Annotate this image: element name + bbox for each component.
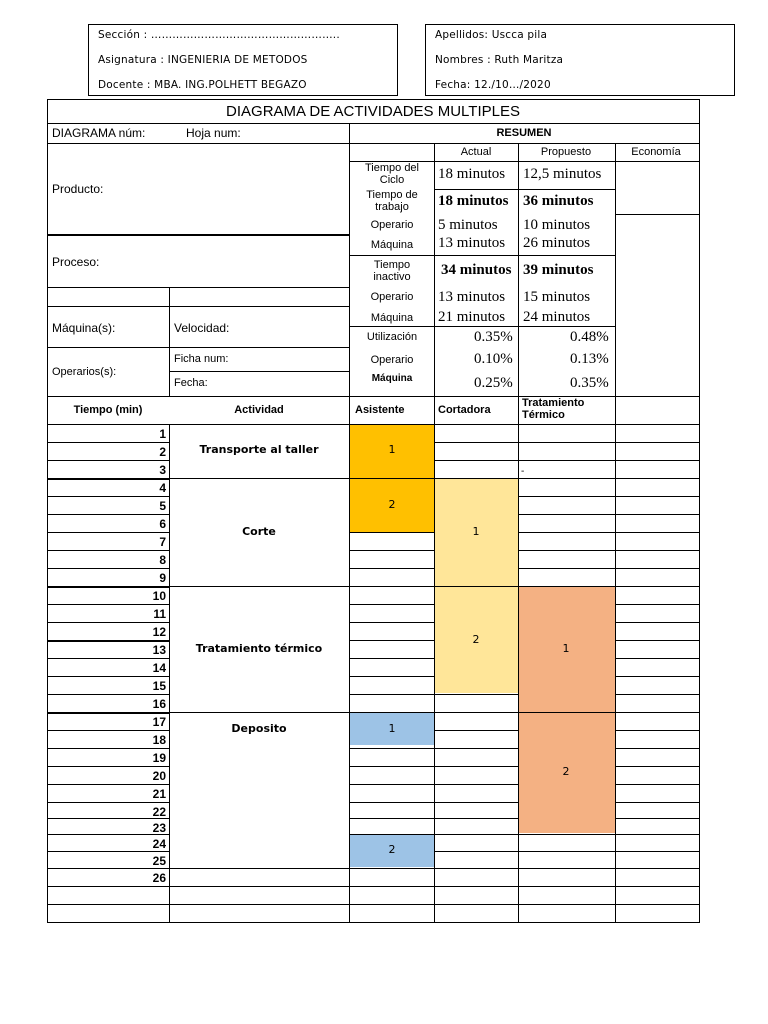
frame-bottom [47, 922, 700, 923]
activity-corte: Corte [242, 525, 276, 538]
utilizacion-actual: 0.35% [474, 329, 513, 345]
h-line [349, 586, 434, 587]
h-line [615, 214, 700, 215]
h-line [47, 904, 169, 905]
h-line [349, 550, 434, 551]
tiempo-inactivo-actual: 34 minutos [441, 262, 512, 278]
tratamiento-header-1: Tratamiento [522, 397, 585, 409]
h-line [615, 818, 700, 819]
h-line [349, 568, 434, 569]
h-line [47, 784, 169, 785]
tiempo-inactivo-label-2: inactivo [373, 271, 411, 283]
h-line [349, 694, 434, 695]
tiempo-min-header: Tiempo (min) [73, 404, 143, 416]
row-number: 2 [159, 445, 166, 459]
row-number: 18 [152, 733, 166, 747]
tiempo-ciclo-actual: 18 minutos [438, 166, 506, 182]
row-number: 10 [152, 589, 166, 603]
util-operario-label: Operario [370, 354, 414, 366]
h-line [434, 766, 518, 767]
h-line [349, 640, 434, 641]
h-line [47, 550, 169, 551]
h-line [434, 730, 518, 731]
h-line [518, 568, 615, 569]
row-number: 3 [159, 463, 166, 477]
v-line [615, 143, 616, 424]
activity-deposito: Deposito [231, 722, 287, 735]
frame-left [47, 99, 48, 923]
row-number: 17 [152, 715, 166, 729]
v-line [615, 424, 616, 922]
h-line [518, 550, 615, 551]
h-line [434, 868, 518, 869]
h-line [615, 851, 700, 852]
utilizacion-propuesto: 0.48% [570, 329, 609, 345]
h-line [47, 766, 169, 767]
h-line [615, 586, 700, 587]
h-line [47, 568, 169, 569]
trabajo-maquina-label: Máquina [370, 239, 414, 251]
util-maquina-propuesto: 0.35% [570, 375, 609, 391]
tiempo-inactivo-label-1: Tiempo [373, 259, 411, 271]
h-line [47, 868, 169, 869]
inactivo-operario-label: Operario [370, 291, 414, 303]
operarios-label: Operarios(s): [52, 366, 117, 378]
h-line [518, 532, 615, 533]
h-line [615, 766, 700, 767]
h-line [47, 347, 349, 348]
h-line [349, 622, 434, 623]
h-line [434, 712, 518, 713]
form-title: DIAGRAMA DE ACTIVIDADES MULTIPLES [226, 103, 520, 120]
row-number: 25 [152, 854, 166, 868]
row-number: 22 [152, 805, 166, 819]
h-line [169, 371, 349, 372]
h-line [615, 496, 700, 497]
h-line [349, 868, 434, 869]
row-number: 19 [152, 751, 166, 765]
h-line [615, 550, 700, 551]
asistente-header: Asistente [355, 404, 405, 416]
h-line [434, 851, 518, 852]
asistente-block-1-label: 1 [388, 443, 396, 456]
tratamiento-header-2: Térmico [522, 409, 565, 421]
h-line [615, 676, 700, 677]
h-line [47, 658, 169, 659]
h-line [434, 694, 518, 695]
h-line [47, 886, 169, 887]
activity-tratamiento-termico: Tratamiento térmico [195, 642, 323, 655]
deposito-block-2-label: 2 [388, 843, 396, 856]
h-line [615, 834, 700, 835]
h-line [518, 442, 615, 443]
h-line [434, 460, 518, 461]
actividad-header: Actividad [234, 404, 284, 416]
h-line [47, 460, 169, 461]
h-line [47, 514, 169, 515]
row-number: 14 [152, 661, 166, 675]
h-line [349, 834, 434, 835]
h-line [349, 784, 434, 785]
row-number: 8 [159, 553, 166, 567]
h-line [615, 886, 700, 887]
header-left-box [88, 24, 398, 96]
h-line [47, 802, 169, 803]
h-line [349, 712, 434, 713]
h-line [518, 460, 615, 461]
tiempo-ciclo-label-2: Ciclo [379, 174, 405, 186]
row-number: 7 [159, 535, 166, 549]
row-number: 15 [152, 679, 166, 693]
util-maquina-label: Máquina [371, 373, 413, 384]
h-line [615, 460, 700, 461]
fecha-label: Fecha: [174, 377, 208, 389]
h-line [615, 784, 700, 785]
h-line [518, 834, 615, 835]
h-line [47, 478, 169, 480]
util-operario-propuesto: 0.13% [570, 351, 609, 367]
h-line [434, 189, 615, 190]
h-line [434, 586, 518, 587]
fecha-header-line: Fecha: 12./10…/2020 [435, 79, 551, 91]
h-line [47, 622, 169, 623]
h-line [169, 586, 349, 587]
h-line [615, 712, 700, 713]
h-line [518, 712, 615, 713]
v-line [518, 143, 519, 424]
h-line [434, 442, 518, 443]
tratamiento-block-1-label: 1 [562, 642, 570, 655]
h-line [518, 478, 615, 479]
h-line [615, 478, 700, 479]
maquinas-label: Máquina(s): [52, 321, 116, 335]
h-line [615, 604, 700, 605]
v-line [169, 287, 170, 396]
h-line [47, 532, 169, 533]
h-line [169, 904, 349, 905]
asistente-block-2-label: 2 [388, 498, 396, 511]
h-line [518, 904, 615, 905]
activity-transporte: Transporte al taller [199, 443, 319, 456]
tiempo-ciclo-propuesto: 12,5 minutos [523, 166, 602, 182]
h-line [518, 514, 615, 515]
resumen-label: RESUMEN [496, 127, 552, 139]
proceso-label: Proceso: [52, 255, 100, 269]
tiempo-ciclo-label-1: Tiempo del [364, 162, 420, 174]
v-line [434, 424, 435, 922]
v-line [349, 424, 350, 922]
row-number: 4 [159, 481, 166, 495]
h-line [47, 123, 700, 124]
cortadora-header: Cortadora [438, 404, 491, 416]
util-maquina-actual: 0.25% [474, 375, 513, 391]
h-line [47, 287, 349, 288]
inactivo-operario-propuesto: 15 minutos [523, 289, 591, 305]
h-line [47, 396, 700, 397]
h-line [47, 694, 169, 695]
h-line [615, 568, 700, 569]
trabajo-operario-label: Operario [370, 219, 414, 231]
tiempo-inactivo-propuesto: 39 minutos [523, 262, 594, 278]
utilizacion-label: Utilización [366, 331, 418, 343]
h-line [47, 424, 700, 425]
h-line [349, 604, 434, 605]
velocidad-label: Velocidad: [174, 321, 230, 335]
col-economia-header: Economía [631, 146, 681, 158]
ficha-num-label: Ficha num: [174, 353, 229, 365]
h-line [349, 658, 434, 659]
col-actual-header: Actual [460, 146, 492, 158]
h-line [349, 255, 615, 256]
inactivo-maquina-propuesto: 24 minutos [523, 309, 591, 325]
cortadora-block-1-label: 1 [472, 525, 480, 538]
h-line [349, 326, 615, 327]
h-line [349, 478, 434, 479]
tratamiento-block-2-label: 2 [562, 765, 570, 778]
tiempo-trabajo-label-1: Tiempo de [366, 189, 418, 201]
producto-label: Producto: [52, 182, 104, 196]
h-line [169, 868, 349, 869]
row-number: 24 [152, 837, 166, 851]
h-line [615, 694, 700, 695]
h-line [434, 802, 518, 803]
nombres-line: Nombres : Ruth Maritza [435, 54, 564, 66]
v-line [349, 123, 350, 424]
trabajo-operario-propuesto: 10 minutos [523, 217, 591, 233]
tiempo-trabajo-propuesto: 36 minutos [523, 193, 594, 209]
frame-right [699, 99, 700, 923]
h-line [169, 886, 349, 887]
h-line [434, 748, 518, 749]
h-line [47, 496, 169, 497]
trabajo-operario-actual: 5 minutos [438, 217, 498, 233]
h-line [615, 904, 700, 905]
h-line [349, 802, 434, 803]
h-line [434, 784, 518, 785]
trabajo-maquina-actual: 13 minutos [438, 235, 506, 251]
h-line [518, 496, 615, 497]
h-line [518, 851, 615, 852]
row-number: 21 [152, 787, 166, 801]
row-number: 20 [152, 769, 166, 783]
h-line [349, 676, 434, 677]
h-line [434, 834, 518, 835]
h-line [47, 234, 349, 236]
h-line [434, 818, 518, 819]
h-line [47, 604, 169, 605]
h-line [169, 712, 349, 713]
seccion-line: Sección : …………………………………………….. [98, 29, 340, 41]
inactivo-operario-actual: 13 minutos [438, 289, 506, 305]
inactivo-maquina-label: Máquina [370, 312, 414, 324]
row-number: 16 [152, 697, 166, 711]
h-line [349, 766, 434, 767]
row-number: 12 [152, 625, 166, 639]
h-line [169, 478, 349, 479]
deposito-block-1-label: 1 [388, 722, 396, 735]
h-line [434, 904, 518, 905]
row-number: 11 [153, 607, 166, 621]
h-line [615, 514, 700, 515]
frame-top [47, 99, 700, 100]
docente-line: Docente : MBA. ING.POLHETT BEGAZO [98, 79, 307, 91]
h-line [615, 532, 700, 533]
h-line [434, 886, 518, 887]
h-line [518, 586, 615, 587]
h-line [47, 851, 169, 852]
cortadora-block-2-label: 2 [472, 633, 480, 646]
tiempo-trabajo-actual: 18 minutos [438, 193, 509, 209]
h-line [47, 442, 169, 443]
row-number: 5 [159, 499, 166, 513]
h-line [47, 748, 169, 749]
trabajo-maquina-propuesto: 26 minutos [523, 235, 591, 251]
col-propuesto-header: Propuesto [540, 146, 592, 158]
h-line [47, 712, 169, 714]
row-number: 13 [152, 643, 166, 657]
h-line [47, 730, 169, 731]
asignatura-line: Asignatura : INGENIERIA DE METODOS [98, 54, 308, 66]
row-number: 26 [152, 871, 166, 885]
header-right-box [425, 24, 735, 96]
h-line [47, 818, 169, 819]
v-line [518, 424, 519, 922]
row-number: 23 [152, 821, 166, 835]
h-line [615, 640, 700, 641]
h-line [434, 478, 518, 479]
h-line [615, 622, 700, 623]
row-number: 9 [159, 571, 166, 585]
apellidos-line: Apellidos: Uscca pila [435, 29, 548, 41]
h-line [47, 834, 169, 835]
stray-mark: - [521, 466, 525, 477]
h-line [615, 748, 700, 749]
v-line [169, 424, 170, 922]
h-line [518, 886, 615, 887]
h-line [349, 818, 434, 819]
h-line [47, 676, 169, 677]
row-number: 1 [159, 427, 166, 441]
hoja-num-label: Hoja num: [186, 126, 241, 140]
diagrama-num-label: DIAGRAMA núm: [52, 126, 146, 140]
h-line [47, 586, 169, 588]
h-line [47, 306, 349, 307]
h-line [349, 748, 434, 749]
inactivo-maquina-actual: 21 minutos [438, 309, 506, 325]
h-line [615, 802, 700, 803]
h-line [518, 868, 615, 869]
h-line [349, 886, 434, 887]
h-line [349, 532, 434, 533]
row-number: 6 [159, 517, 166, 531]
h-line [615, 868, 700, 869]
h-line [615, 442, 700, 443]
tiempo-trabajo-label-2: trabajo [375, 201, 409, 213]
h-line [615, 658, 700, 659]
h-line [349, 904, 434, 905]
v-line [434, 143, 435, 424]
h-line [615, 730, 700, 731]
util-operario-actual: 0.10% [474, 351, 513, 367]
h-line [47, 143, 700, 144]
h-line [47, 640, 169, 642]
